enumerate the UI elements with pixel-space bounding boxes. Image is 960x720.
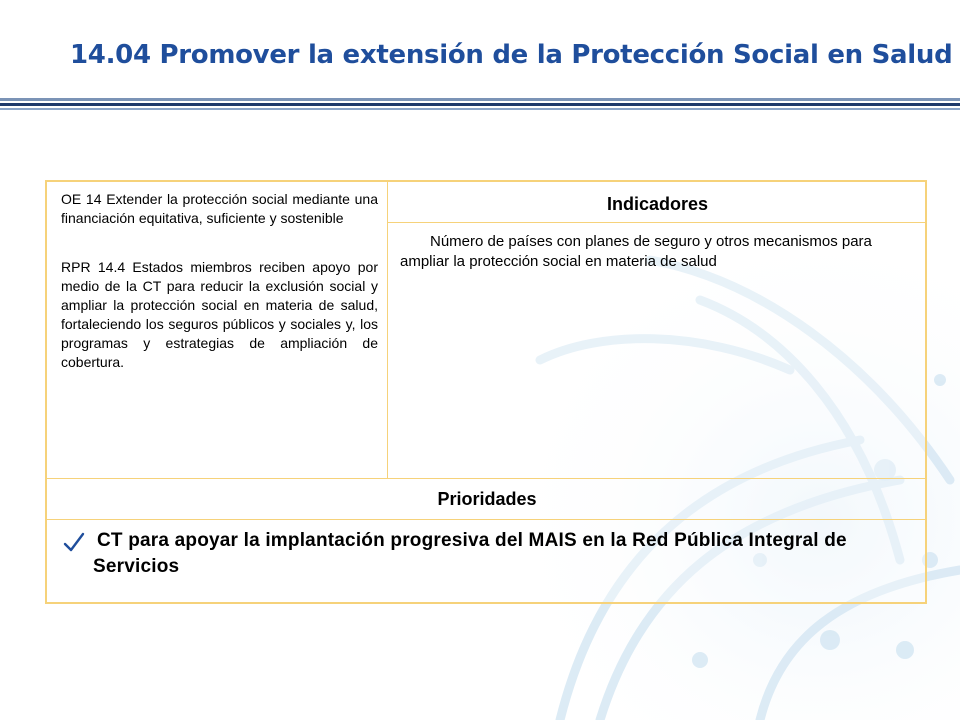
expected-result-text: RPR 14.4 Estados miembros reciben apoyo por medio de la CT para reducir la exclusión social y ampliar la protección social en materia de salud, fortaleciendo los seguros públicos y sociales y, los programas y estrategias de ampliación de cobertura. (61, 259, 378, 370)
indicators-header: Indicadores (388, 182, 927, 223)
priority-text: CT para apoyar la implantación progresiva del MAIS en la Red Pública Integral de Servicios (93, 530, 847, 577)
slide-title: 14.04 Promover la extensión de la Protección Social en Salud (70, 40, 953, 70)
title-underline (0, 98, 960, 112)
priorities-header: Prioridades (47, 478, 927, 520)
priority-item (61, 528, 913, 580)
checkmark-icon (61, 530, 87, 556)
underline-light-bottom (0, 108, 960, 110)
strategic-objective-text: OE 14 Extender la protección social mediante una financiación equitativa, suficiente y sostenible (61, 191, 378, 226)
underline-light (0, 98, 960, 101)
underline-dark (0, 103, 960, 106)
indicator-text: Número de países con planes de seguro y otros mecanismos para ampliar la protección social en materia de salud (400, 233, 872, 270)
objective-cell (47, 182, 388, 478)
content-table (45, 180, 927, 604)
priorities-list (47, 520, 927, 604)
